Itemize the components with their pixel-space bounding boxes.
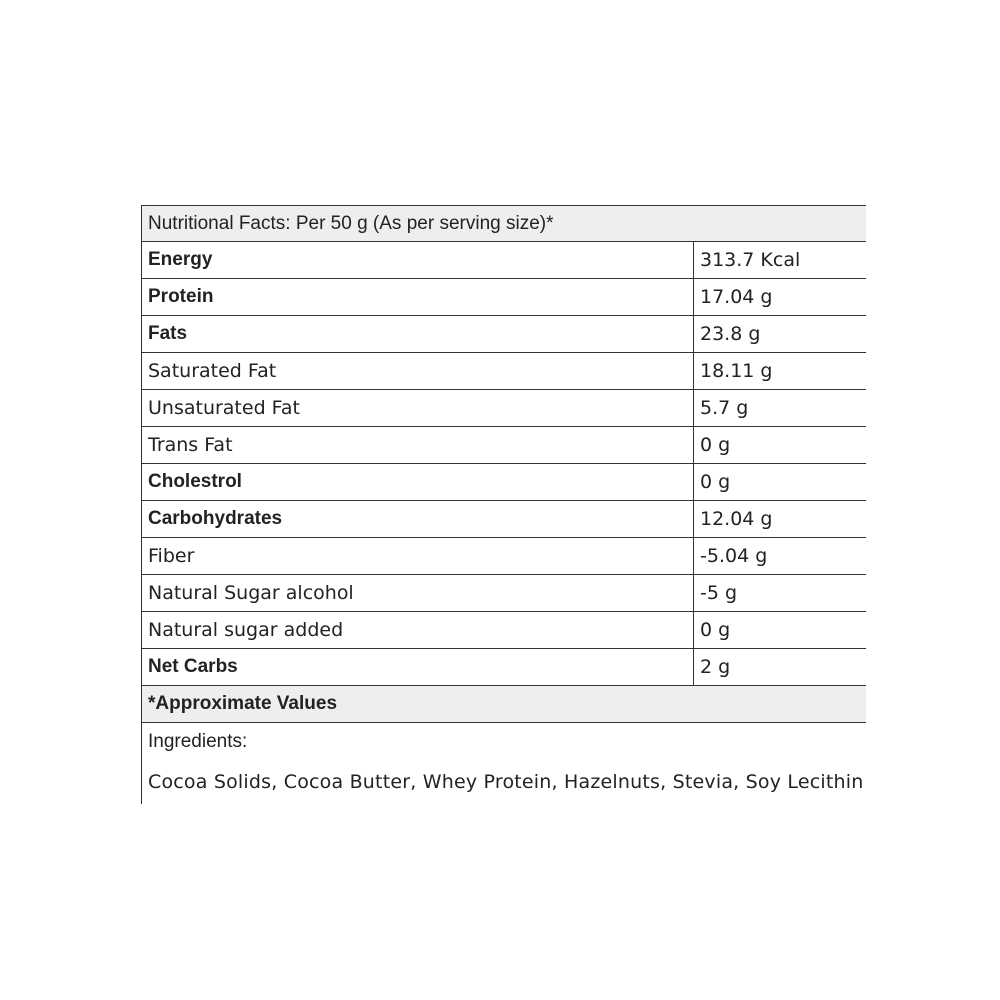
nutrient-value: 5.7 g — [700, 397, 749, 419]
nutrient-value: 23.8 g — [700, 323, 761, 345]
table-row-protein — [142, 279, 866, 316]
table-row-unsaturated-fat — [142, 390, 866, 427]
table-row-fiber — [142, 538, 866, 575]
nutrient-label: Carbohydrates — [142, 501, 694, 537]
nutrient-label: Energy — [142, 242, 694, 278]
table-row-fats — [142, 316, 866, 353]
nutrient-value: 17.04 g — [700, 286, 773, 308]
nutrition-facts-table — [141, 205, 866, 804]
nutrient-label: Natural Sugar alcohol — [142, 575, 694, 611]
table-row-saturated-fat — [142, 353, 866, 390]
approximate-values-note: *Approximate Values — [148, 693, 338, 714]
nutrient-value: -5 g — [700, 582, 738, 604]
table-row-carbohydrates — [142, 501, 866, 538]
nutrient-label: Unsaturated Fat — [142, 390, 694, 426]
nutrient-label: Protein — [142, 279, 694, 315]
table-row-natural-sugar-alcohol — [142, 575, 866, 612]
table-row-natural-sugar-added — [142, 612, 866, 649]
nutrient-value: 0 g — [700, 434, 731, 456]
table-row-trans-fat — [142, 427, 866, 464]
nutrient-value: -5.04 g — [700, 545, 768, 567]
nutrient-value: 0 g — [700, 471, 731, 493]
table-row-cholestrol — [142, 464, 866, 501]
nutrient-label: Cholestrol — [142, 464, 694, 500]
nutrient-label: Fiber — [142, 538, 694, 574]
nutrient-value: 12.04 g — [700, 508, 773, 530]
nutrient-label: Net Carbs — [142, 649, 694, 685]
table-row-energy — [142, 242, 866, 279]
nutrient-label: Saturated Fat — [142, 353, 694, 389]
nutrient-label: Trans Fat — [142, 427, 694, 463]
nutrient-value: 0 g — [700, 619, 731, 641]
table-row-net-carbs — [142, 649, 866, 686]
ingredients-title: Ingredients: — [148, 730, 248, 752]
table-footer-row — [142, 686, 866, 723]
nutrient-value: 313.7 Kcal — [700, 249, 801, 271]
nutrient-value: 2 g — [700, 656, 731, 678]
table-title: Nutritional Facts: Per 50 g (As per serving size)* — [148, 212, 554, 234]
nutrient-value: 18.11 g — [700, 360, 773, 382]
table-header-row — [142, 205, 866, 242]
nutrient-label: Natural sugar added — [142, 612, 694, 648]
nutrient-label: Fats — [142, 316, 694, 352]
ingredients-list: Cocoa Solids, Cocoa Butter, Whey Protein, Hazelnuts, Stevia, Soy Lecithin — [148, 771, 864, 793]
